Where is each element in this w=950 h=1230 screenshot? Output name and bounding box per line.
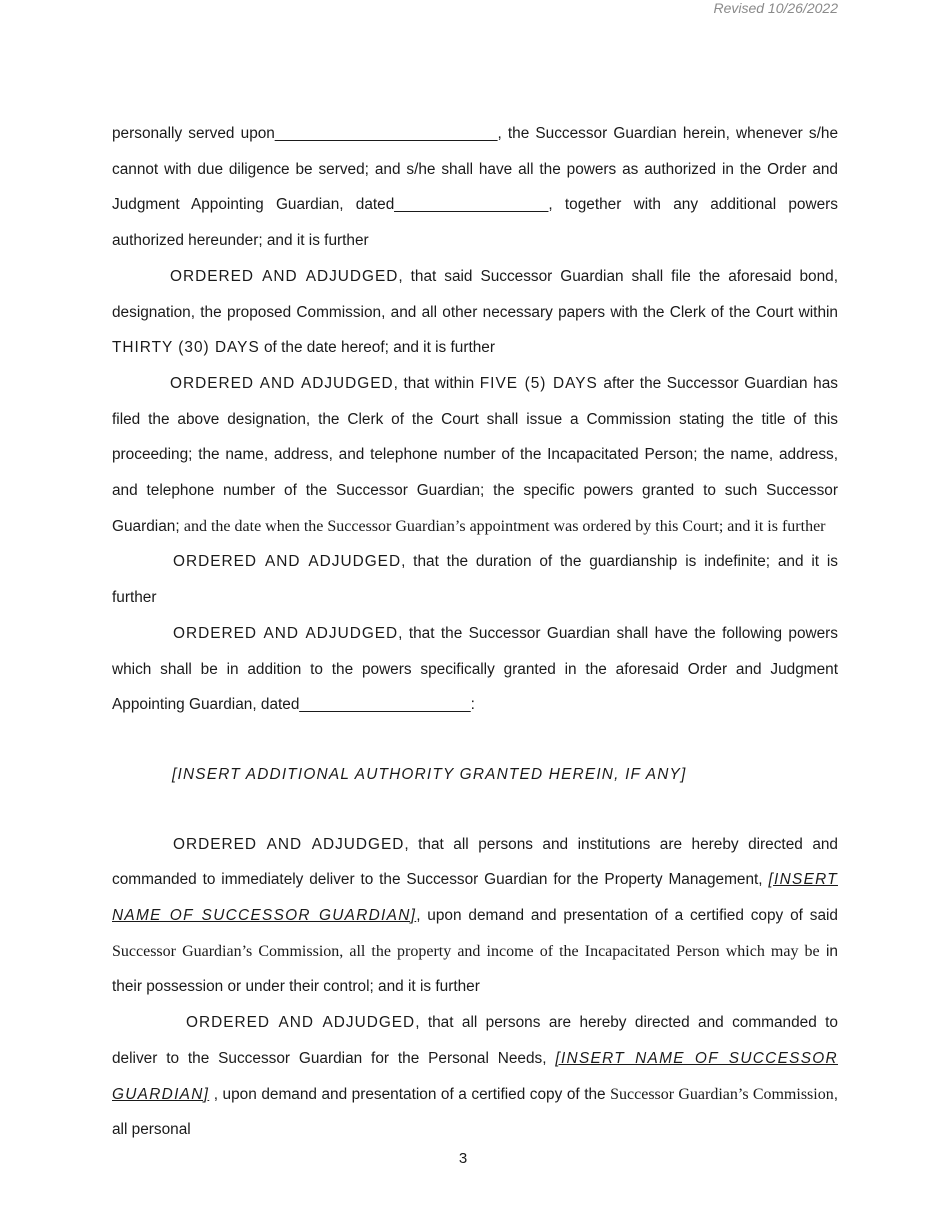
ordered-adjudged: ORDERED AND ADJUDGED (186, 1014, 416, 1032)
deadline-days: FIVE (5) DAYS (479, 374, 598, 392)
paragraph-personal-needs (112, 1005, 838, 1148)
text: after the Successor Guardian has filed the above designation, the Clerk of the Court shall issue a Commission stating the title of this proceeding; the name, address, and telephone number of the Incapacitated Person; the name, address, and telephone number of the Successor Guardian; the specific powers granted to such Successor Guardian; (112, 374, 838, 535)
paragraph-powers (112, 616, 838, 723)
text: , that within (393, 374, 480, 392)
ordered-adjudged: ORDERED AND ADJUDGED (173, 624, 399, 642)
insert-additional-authority: [INSERT ADDITIONAL AUTHORITY GRANTED HEREIN, IF ANY] (172, 765, 687, 783)
text: of the date hereof; and it is further (259, 339, 495, 357)
text: , the Successor Guardian herein, whenever s/he cannot with due diligence be served; and s/he shall have all the powers as authorized in the Order and Judgment Appointing Guardian, dated (112, 125, 839, 214)
document-body (112, 116, 838, 1148)
blank-line: __________________ (394, 196, 549, 214)
ordered-adjudged: ORDERED AND ADJUDGED (173, 553, 402, 571)
text: , that all persons and institutions are hereby directed and commanded to immediately deliver to the Successor Guardian for the Property Management, (112, 835, 838, 889)
text: , that the duration of the guardianship is indefinite; and it is further (112, 553, 838, 607)
text: , that said Successor Guardian shall file the aforesaid bond, designation, the proposed Commission, and all other necessary papers with the Clerk of the Court within (112, 267, 838, 321)
revised-date: Revised 10/26/2022 (713, 0, 838, 16)
page-number: 3 (458, 1150, 468, 1167)
text: personally served upon (112, 125, 275, 142)
text: , upon demand and presentation of a certified copy of said (416, 907, 838, 925)
paragraph-personally-served (112, 116, 838, 259)
text: , upon demand and presentation of a certified copy of the (209, 1085, 611, 1103)
text: , together with any additional powers authorized hereunder; and it is further (112, 196, 838, 250)
text: , that the Successor Guardian shall have the following powers which shall be in addition to the powers specifically granted in the aforesaid Order and Judgment Appointing Guardian, dated (112, 624, 838, 714)
text: Successor Guardian’s Commission (610, 1085, 834, 1103)
ordered-adjudged: ORDERED AND ADJUDGED (170, 374, 394, 392)
text: Successor Guardian’s Commission, all the property and income of the Incapacitated Person which may be (112, 942, 820, 960)
deadline-days: THIRTY (30) DAYS (112, 339, 260, 357)
paragraph-commission (112, 366, 838, 545)
paragraph-duration (112, 544, 838, 615)
paragraph-file-bond (112, 259, 838, 366)
text: and the date when the Successor Guardian’s appointment was ordered by this Court; and it is further (183, 517, 826, 535)
ordered-adjudged: ORDERED AND ADJUDGED (173, 835, 405, 853)
text: , that all persons are hereby directed and commanded to deliver to the Successor Guardian for the Personal Needs, (112, 1014, 838, 1067)
text: in their possession or under their control; and it is further (112, 942, 838, 996)
insert-successor-guardian-name: [INSERT NAME OF SUCCESSOR GUARDIAN] (112, 871, 838, 925)
paragraph-property-delivery (112, 827, 838, 1006)
text: , all personal (112, 1085, 839, 1139)
blank-line: ____________________ (299, 696, 471, 714)
insert-successor-guardian-name: [INSERT NAME OF SUCCESSOR GUARDIAN] (112, 1049, 838, 1103)
text: : (470, 696, 475, 714)
blank-line: __________________________ (274, 125, 498, 142)
ordered-adjudged: ORDERED AND ADJUDGED (170, 267, 399, 285)
